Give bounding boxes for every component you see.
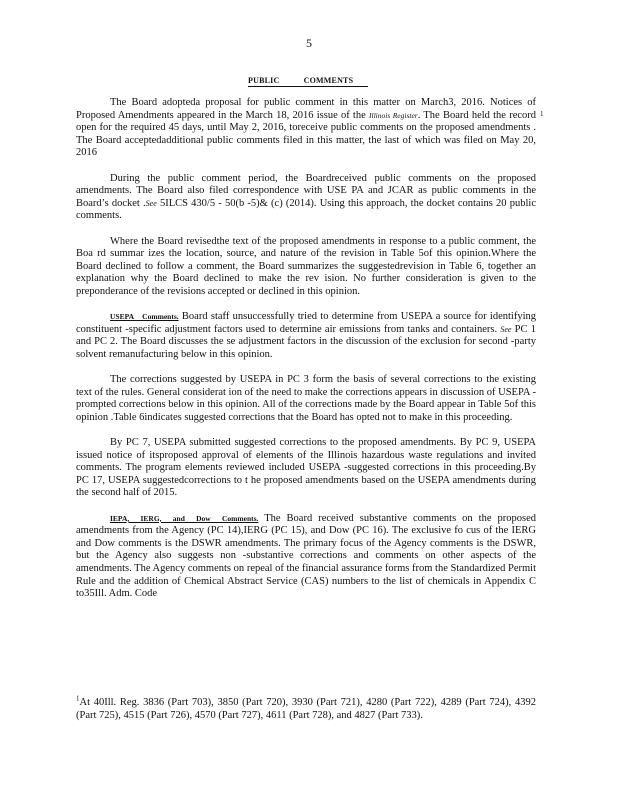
footnote-text: At 40Ill. Reg. 3836 (Part 703), 3850 (Part 720), 3930 (Part 721), 4280 (Part 722), 4289 (Part 724), 4392 (Part 725), 4515 (Part 726), 4570 (Part 727), 4611 (Part 728), and 4827 (Part 733).	[76, 697, 536, 721]
paragraph-text: During the public comment period, the Boardreceived public comments on the proposed amendments. The Board also filed correspondence with USE PA and JCAR as public comments in the Board’s docket .	[76, 172, 536, 209]
section-heading: PUBLIC COMMENTS	[248, 76, 368, 87]
paragraph-text: The Board adopteda proposal for public comment in this matter on March3, 2016. Notices of Proposed Amendments appeared in the March 18, 2016 issue of the	[76, 97, 536, 121]
paragraph-corrections	[76, 374, 536, 424]
paragraph-text-cont: 5ILCS 430/5 - 50(b -5)& (c) (2014). Using this approach, the docket contains 20 public comments.	[76, 197, 536, 222]
paragraph-text: The Board received substantive comments on the proposed amendments from the Agency (PC 14),IERG (PC 15), and Dow (PC 16). The exclusive fo cus of the IERG and Dow comments is the DSWR amendments. The primary focus of the Agency comments is the DSWR, but the Agency also suggests non -substantive corrections and comments on other aspects of the amendments. The Agency comments on repeal of the financial assurance forms from the Standardized Permit Rule and the addition of Chemical Abstract Service (CAS) numbers to the list of chemicals in Appendix C to35Ill. Adm. Code	[76, 512, 536, 600]
paragraph-iepa-comments	[76, 513, 536, 601]
paragraph-revisions	[76, 236, 536, 299]
footnote-divider	[76, 690, 236, 691]
see-citation: See	[500, 324, 512, 334]
register-title: Illinois Register	[369, 110, 418, 120]
paragraph-record-notice	[76, 97, 536, 160]
paragraph-text-cont: . The Board held the record open for the required 45 days, until May 2, 2016, toreceive public comments on the proposed amendments . The Board acceptedadditional public comments filed in this matter, the last of which was filed on May 20, 2016	[76, 109, 537, 159]
footnote-reference: 1	[540, 110, 544, 118]
paragraph-text-cont: PC 1 and PC 2. The Board discusses the se adjustment factors in the discussion of the exclusion for second -party solvent remanufacturing below in this opinion.	[76, 323, 537, 360]
footnote-marker: 1	[76, 694, 80, 703]
paragraph-text: Where the Board revisedthe text of the proposed amendments in response to a public comment, the Boa rd summar izes the location, source, and nature of the revision in Table 5of this opinion.Where the Board declined to follow a comment, the Board summarizes the suggestedrevision in Table 6, together an explanation why the Board declined to make the rev ision. No further consideration is given to the preponderance of the revisions accepted or declined in this opinion.	[76, 235, 536, 297]
see-citation: See	[145, 198, 157, 208]
paragraph-usepa-comments	[76, 311, 536, 361]
page-number: 5	[306, 36, 312, 50]
paragraph-comment-period	[76, 173, 536, 223]
paragraph-text: By PC 7, USEPA submitted suggested corrections to the proposed amendments. By PC 9, USEPA issued notice of itsproposed approval of elements of the Illinois hazardous waste regulations and invited comments. The program elements reviewed included USEPA -suggested corrections in this proceeding.By PC 17, USEPA suggestedcorrections to t he proposed amendments based on the USEPA amendments during the second half of 2015.	[76, 437, 536, 499]
document-body	[76, 97, 536, 613]
usepa-comments-heading: USEPA Comments.	[110, 312, 179, 322]
paragraph-text: Board staff unsuccessfully tried to determine from USEPA a source for identifying constituent -specific adjustment factors used to determine air emissions from tanks and containers.	[76, 311, 536, 335]
paragraph-pc7	[76, 437, 536, 500]
footnote	[76, 694, 536, 722]
paragraph-text: The corrections suggested by USEPA in PC 3 form the basis of several corrections to the existing text of the rules. General considerat ion of the need to make the corrections appears in discussion of USEPA -prompted corrections below in this opinion. All of the corrections made by the Board appear in Table 5of this opinion .Table 6indicates suggested corrections that the Board has opted not to make in this proceeding.	[76, 374, 536, 423]
iepa-comments-heading: IEPA, IERG, and Dow Comments.	[110, 513, 259, 523]
